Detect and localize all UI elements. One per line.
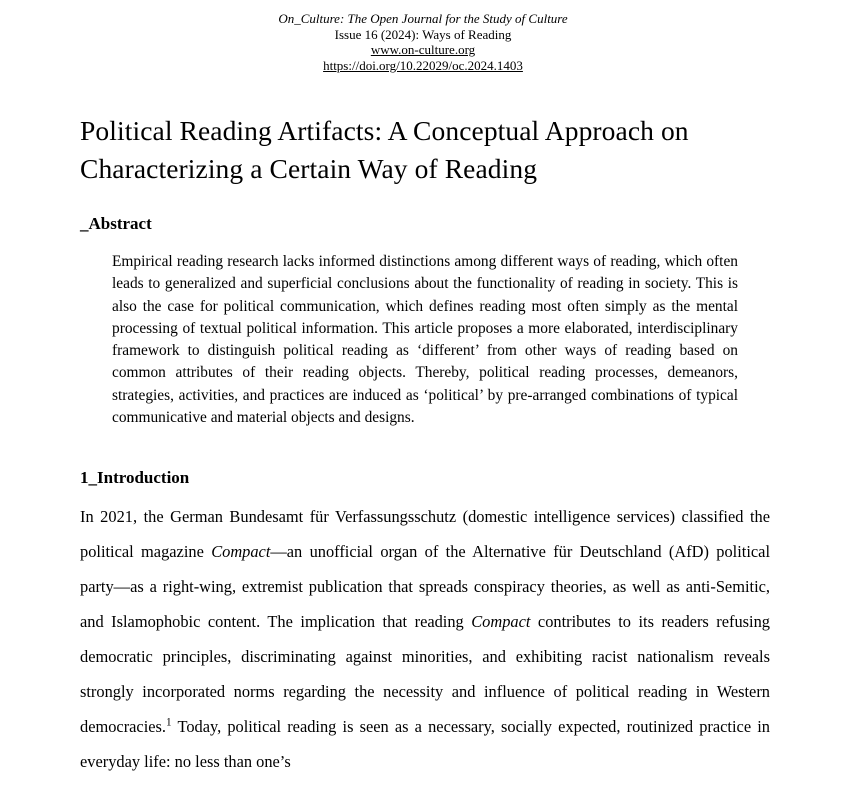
magazine-title-compact-2: Compact — [471, 612, 531, 631]
journal-issue: Issue 16 (2024): Ways of Reading — [334, 26, 512, 42]
abstract-body-text: Empirical reading research lacks informed distinctions among different ways of reading, which often leads to generalized and superficial conclusions about the functionality of reading in society. This is also the case for political communication, which defines reading most often simply as the mental processing of textual political information. This article proposes a more elaborated, interdisciplinary framework to distinguish political reading as ‘different’ from other ways of reading based on common attributes of their reading objects. Thereby, political reading processes, demeanors, strategies, activities, and practices are induced as ‘political’ by pre-arranged combinations of typical communicative and material objects and designs. — [112, 253, 738, 427]
journal-url-link[interactable]: www.on-culture.org — [370, 42, 476, 57]
footnote-reference-marker[interactable]: 1 — [166, 716, 172, 729]
abstract-heading: _Abstract — [80, 214, 152, 233]
intro-text-segment-2: —an unofficial organ of the Alternative für Deutschland (AfD) political party—as a right-wing, extremist publication that spreads conspiracy theories, as well as anti-Semitic, and Islamophobic content. The implication that reading — [80, 542, 771, 631]
journal-running-header — [0, 0, 846, 73]
magazine-title-compact-1: Compact — [211, 542, 271, 561]
intro-text-segment-1: In 2021, the German Bundesamt für Verfassungsschutz (domestic intelligence services) classified the political magazine — [80, 507, 770, 561]
section-heading-introduction: 1_Introduction — [80, 468, 190, 487]
journal-title: On_Culture: The Open Journal for the Study of Culture — [278, 11, 568, 26]
intro-text-segment-3: contributes to its readers refusing democratic principles, discriminating against minorities, and exhibiting racist nationalism reveals strongly incorporated norms regarding the necessity and influence of political reading in Western democracies. — [80, 612, 770, 736]
intro-text-segment-4: Today, political reading is seen as a necessary, socially expected, routinized practice in everyday life: no less than one’s — [80, 717, 770, 771]
introduction-paragraph — [80, 499, 770, 779]
journal-doi-link[interactable]: https://doi.org/10.22029/oc.2024.1403 — [323, 57, 523, 73]
article-title: Political Reading Artifacts: A Conceptual Approach on Characterizing a Certain Way of Reading — [80, 115, 689, 184]
